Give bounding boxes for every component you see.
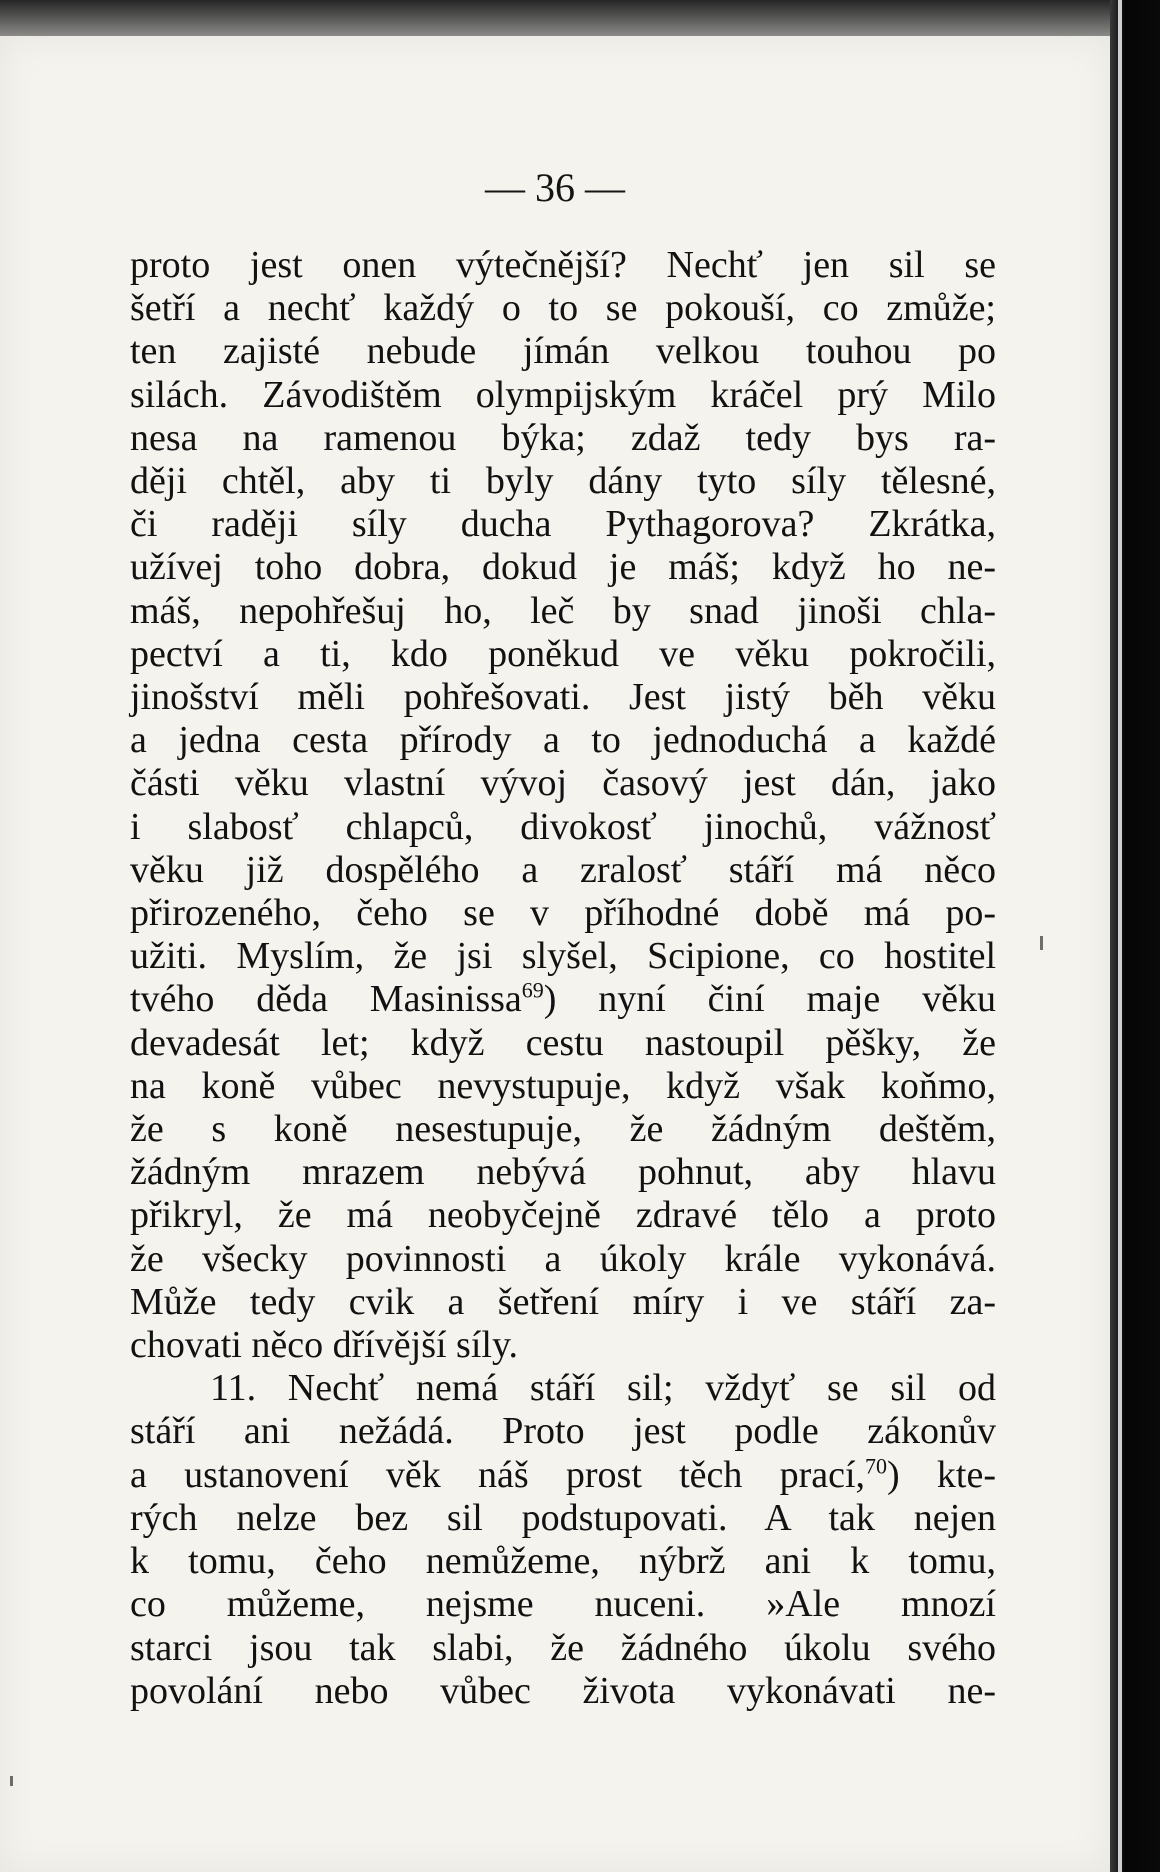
text-line: rých nelze bez sil podstupovati. A tak nejen (130, 1496, 996, 1539)
text-line: části věku vlastní vývoj časový jest dán, jako (130, 762, 996, 805)
text-line: stáří ani nežádá. Proto jest podle zákonův (130, 1410, 996, 1453)
body-text (130, 244, 996, 1713)
text-line: k tomu, čeho nemůžeme, nýbrž ani k tomu, (130, 1540, 996, 1583)
line-text-after-footnote: ) nyní činí maje věku (543, 978, 996, 1021)
line-text-before-footnote: tvého děda Masinissa (130, 978, 522, 1021)
paragraph-11-start: 11. Nechť nemá stáří sil; vždyť se sil od (210, 1367, 996, 1410)
text-line: devadesát let; když cestu nastoupil pěšky, že (130, 1021, 996, 1064)
text-line: užívej toho dobra, dokud je máš; když ho ne- (130, 546, 996, 589)
text-line: i slabosť chlapců, divokosť jinochů, vážnosť (130, 805, 996, 848)
text-line: co můžeme, nejsme nuceni. »Ale mnozí (130, 1583, 996, 1626)
next-page-sliver (1118, 0, 1122, 1872)
line-text-after-footnote: ) kte- (887, 1453, 996, 1496)
text-line: užiti. Myslím, že jsi slyšel, Scipione, co hostitel (130, 935, 996, 978)
text-line: na koně vůbec nevystupuje, když však koňmo, (130, 1064, 996, 1107)
text-line: Může tedy cvik a šetření míry i ve stáří za- (130, 1280, 996, 1323)
text-line: starci jsou tak slabi, že žádného úkolu svého (130, 1626, 996, 1669)
text-line: proto jest onen výtečnější? Nechť jen sil se (130, 244, 996, 286)
footnote-ref-69[interactable]: 69 (521, 977, 544, 1003)
text-line: žádným mrazem nebývá pohnut, aby hlavu (130, 1151, 996, 1194)
page-edge-shadow (1110, 0, 1160, 1872)
text-line: šetří a nechť každý o to se pokouší, co zmůže; (130, 287, 996, 330)
text-line: nesa na ramenou býka; zdaž tedy bys ra- (130, 416, 996, 459)
text-line: že s koně nesestupuje, že žádným deštěm, (130, 1108, 996, 1151)
text-line: silách. Závodištěm olympijským kráčel prý Milo (130, 373, 996, 416)
text-line: jinošství měli pohřešovati. Jest jistý běh věku (130, 676, 996, 719)
text-line: a jedna cesta přírody a to jednoduchá a každé (130, 719, 996, 762)
text-line: věku již dospělého a zralosť stáří má něco (130, 848, 996, 891)
text-line: máš, nepohřešuj ho, leč by snad jinoši chla- (130, 589, 996, 632)
book-page (0, 36, 1110, 1872)
footnote-ref-70[interactable]: 70 (865, 1453, 888, 1479)
line-text-before-footnote: a ustanovení věk náš prost těch prací, (130, 1453, 866, 1496)
text-line: chovati něco dřívější síly. (130, 1324, 518, 1367)
margin-pencil-mark (1040, 936, 1043, 950)
scan-top-shadow (0, 0, 1160, 36)
text-line-with-footnote (130, 1454, 996, 1497)
page-number: — 36 — (485, 165, 625, 210)
text-line: že všecky povinnosti a úkoly krále vykonává. (130, 1237, 996, 1280)
text-line: ten zajisté nebude jímán velkou touhou po (130, 330, 996, 373)
text-line: či raději síly ducha Pythagorova? Zkrátka, (130, 503, 996, 546)
text-line: ději chtěl, aby ti byly dány tyto síly tělesné, (130, 460, 996, 503)
margin-speck (10, 1776, 13, 1786)
text-line: přirozeného, čeho se v příhodné době má po- (130, 892, 996, 935)
text-line: přikryl, že má neobyčejně zdravé tělo a proto (130, 1194, 996, 1237)
text-line: pectví a ti, kdo poněkud ve věku pokročili, (130, 632, 996, 675)
text-line: povolání nebo vůbec života vykonávati ne- (130, 1669, 996, 1712)
text-line-with-footnote (130, 978, 996, 1021)
